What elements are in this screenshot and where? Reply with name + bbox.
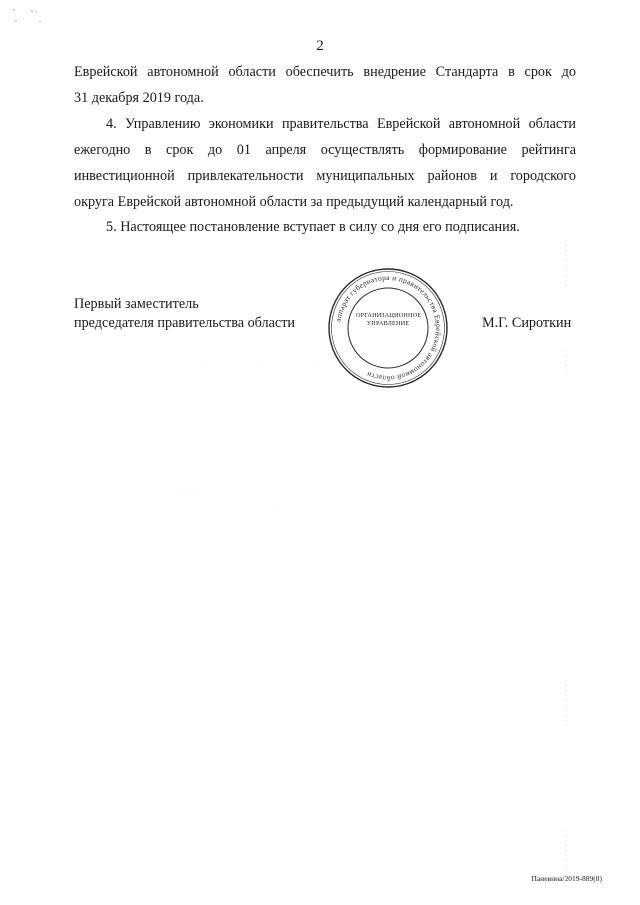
paragraph-item-4 (74, 111, 576, 215)
scan-corner-marks (10, 6, 50, 26)
text-line: 4. Управлению экономики правительства Еврейской автономной области (106, 116, 576, 132)
text-line: инвестиционной привлекательности муниципальных районов и городского (74, 168, 576, 184)
signatory-title-line: Первый заместитель (74, 296, 199, 312)
text-line: ежегодно в срок до 01 апреля осуществлять формирование рейтинга (74, 142, 576, 158)
stamp-inner-line: ОРГАНИЗАЦИОННОЕ (356, 312, 422, 319)
page-number: 2 (316, 38, 324, 54)
stamp-outer-text: аппарат губернатора и правительства Еврейской автономной области (333, 272, 444, 384)
svg-text:аппарат губернатора и правител (333, 273, 443, 383)
text-line: Еврейской автономной области обеспечить внедрение Стандарта в срок до (74, 64, 576, 80)
stamp-inner-text (356, 312, 420, 328)
text-line: 31 декабря 2019 года. (74, 90, 204, 106)
paragraph-item-5 (74, 214, 576, 240)
text-line: 5. Настоящее постановление вступает в силу со дня его подписания. (106, 219, 520, 235)
stamp-inner-line: УПРАВЛЕНИЕ (366, 320, 410, 327)
text-line: округа Еврейской автономной области за предыдущий календарный год. (74, 194, 514, 210)
official-stamp (326, 266, 450, 390)
signatory-title-line: председателя правительства области (74, 315, 295, 331)
paragraph-continuation (74, 59, 576, 111)
stamp-seal-graphic (326, 266, 450, 390)
signatory-title (74, 295, 295, 333)
document-code: Паневина/2019-889(8) (531, 874, 602, 883)
signatory-name: М.Г. Сироткин (482, 315, 572, 331)
